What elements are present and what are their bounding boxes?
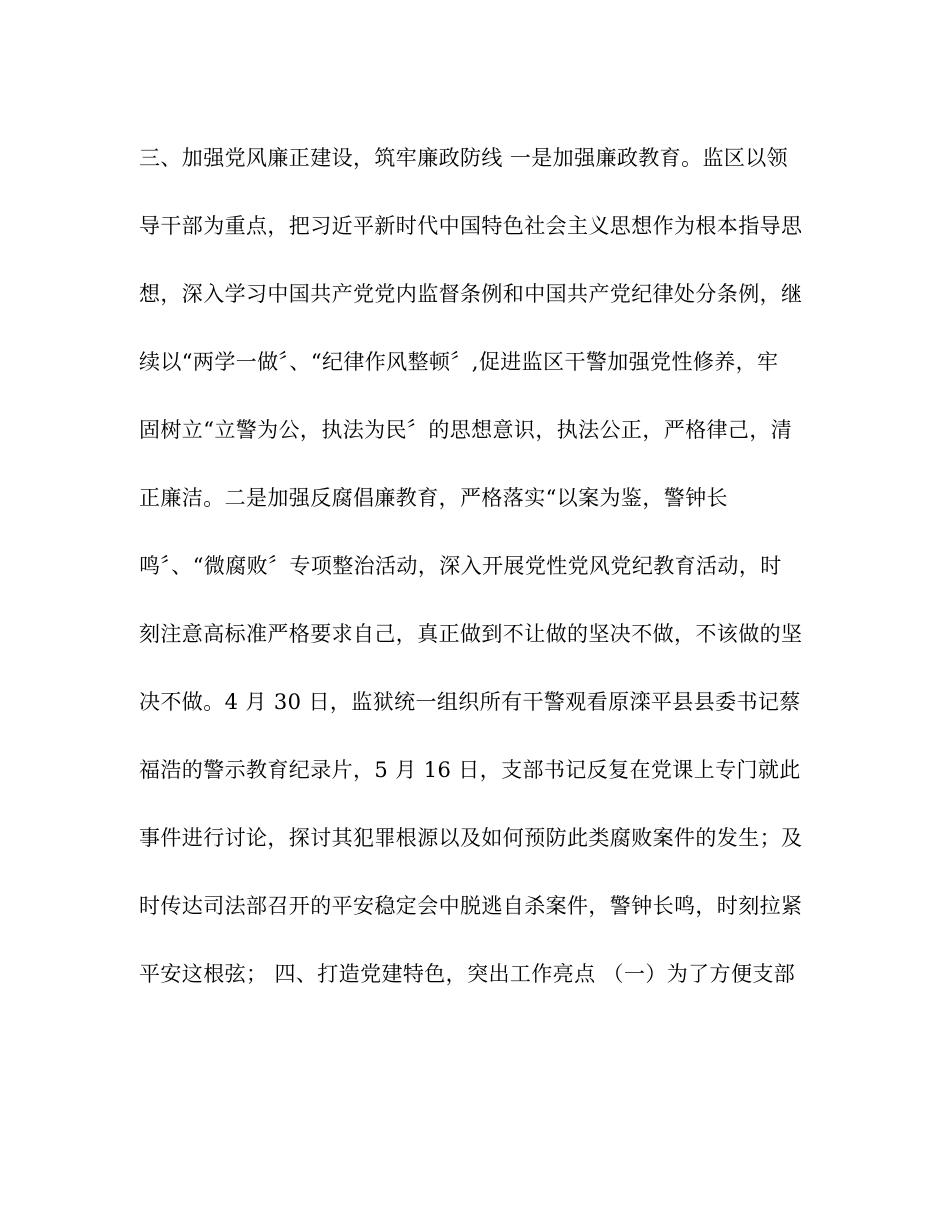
text-line-5: 固树立“立警为公，执法为民〞的思想意识，执法公正，严格律己，清 — [139, 418, 793, 442]
text-line-7: 鸣〞、“微腐败〞专项整治活动，深入开展党性党风党纪教育活动，时 — [139, 554, 782, 578]
text-line-13: 平安这根弦； 四、打造党建特色，突出工作亮点 （一）为了方便支部 — [139, 962, 796, 986]
text-line-9: 决不做。4 月 30 日，监狱统一组织所有干警观看原滦平县县委书记蔡 — [139, 690, 801, 714]
text-line-10: 福浩的警示教育纪录片，5 月 16 日，支部书记反复在党课上专门就此 — [139, 758, 801, 782]
text-line-11: 事件进行讨论，探讨其犯罪根源以及如何预防此类腐败案件的发生；及 — [139, 826, 803, 850]
text-line-3: 想，深入学习中国共产党党内监督条例和中国共产党纪律处分条例，继 — [139, 282, 803, 306]
text-line-8: 刻注意高标准严格要求自己，真正做到不让做的坚决不做，不该做的坚 — [139, 622, 803, 646]
text-line-12: 时传达司法部召开的平安稳定会中脱逃自杀案件，警钟长鸣，时刻拉紧 — [139, 894, 803, 918]
text-line-6: 正廉洁。二是加强反腐倡廉教育，严格落实“以案为鉴，警钟长 — [139, 486, 728, 510]
text-line-2: 导干部为重点，把习近平新时代中国特色社会主义思想作为根本指导思 — [139, 214, 803, 238]
text-line-1: 三、加强党风廉正建设，筑牢廉政防线 一是加强廉政教育。监区以领 — [139, 146, 789, 170]
text-line-4: 续以“两学一做〞、“纪律作风整顿〞,促进监区干警加强党性修养，牢 — [139, 350, 779, 374]
